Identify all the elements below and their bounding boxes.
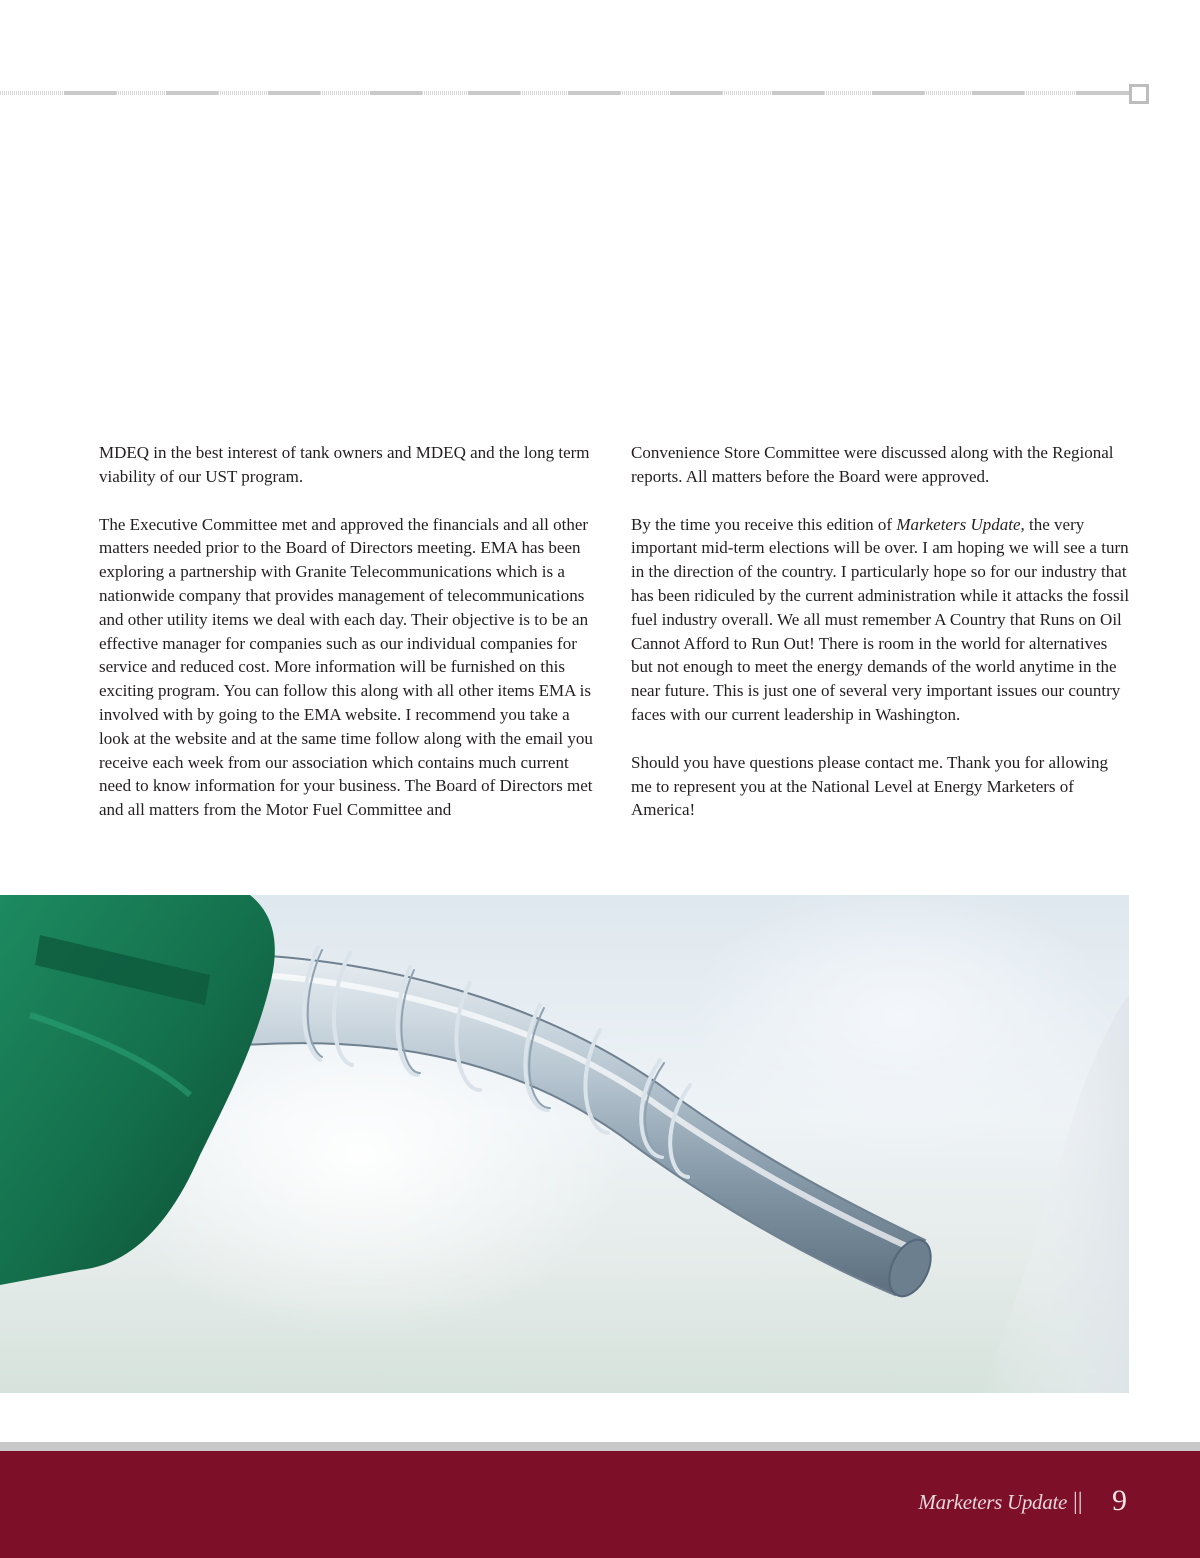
article-column-left <box>99 441 599 846</box>
footer-gray-band <box>0 1442 1200 1451</box>
paragraph-text: By the time you receive this edition of <box>631 514 897 534</box>
publication-name-italic: Marketers Update <box>896 514 1021 534</box>
article-paragraph: MDEQ in the best interest of tank owners and MDEQ and the long term viability of our UST program. <box>99 443 590 486</box>
paragraph-text: , the very important mid-term elections will be over. I am hoping we will see a turn in the direction of the country. I particularly hope so for our industry that has been ridiculed by the current administration while it attacks the fossil fuel industry overall. We all must remember A Country that Runs on Oil Cannot Afford to Run Out! There is room in the world for alternatives but not enough to meet the energy demands of the world anytime in the near future. This is just one of several very important issues our country faces with our current leadership in Washington. <box>631 514 1130 724</box>
fuel-nozzle-photo <box>0 895 1129 1393</box>
footer-separator: || <box>1073 1489 1083 1515</box>
header-rule <box>0 91 1132 95</box>
article-column-right <box>631 441 1131 846</box>
footer-publication-title: Marketers Update <box>918 1490 1067 1514</box>
header-rule-square-ornament <box>1129 84 1149 104</box>
article-paragraph: Should you have questions please contact me. Thank you for allowing me to represent you at the National Level at Energy Marketers of America! <box>631 752 1109 820</box>
page-number: 9 <box>1112 1484 1127 1517</box>
article-paragraph <box>631 513 1131 727</box>
fuel-nozzle-illustration <box>0 895 1129 1393</box>
article-paragraph: Convenience Store Committee were discussed along with the Regional reports. All matters before the Board were approved. <box>631 443 1114 486</box>
article-paragraph: The Executive Committee met and approved the financials and all other matters needed prior to the Board of Directors meeting. EMA has been exploring a partnership with Granite Telecommunications which is a nationwide company that provides management of telecommunications and other utility items we deal with each day. Their objective is to be an effective manager for companies such as our individual companies for service and reduced cost. More information will be furnished on this exciting program. You can follow this along with all other items EMA is involved with by going to the EMA website. I recommend you take a look at the website and at the same time follow along with the email you receive each week from our association which contains much current need to know information for your business. The Board of Directors met and all matters from the Motor Fuel Committee and <box>99 514 593 820</box>
